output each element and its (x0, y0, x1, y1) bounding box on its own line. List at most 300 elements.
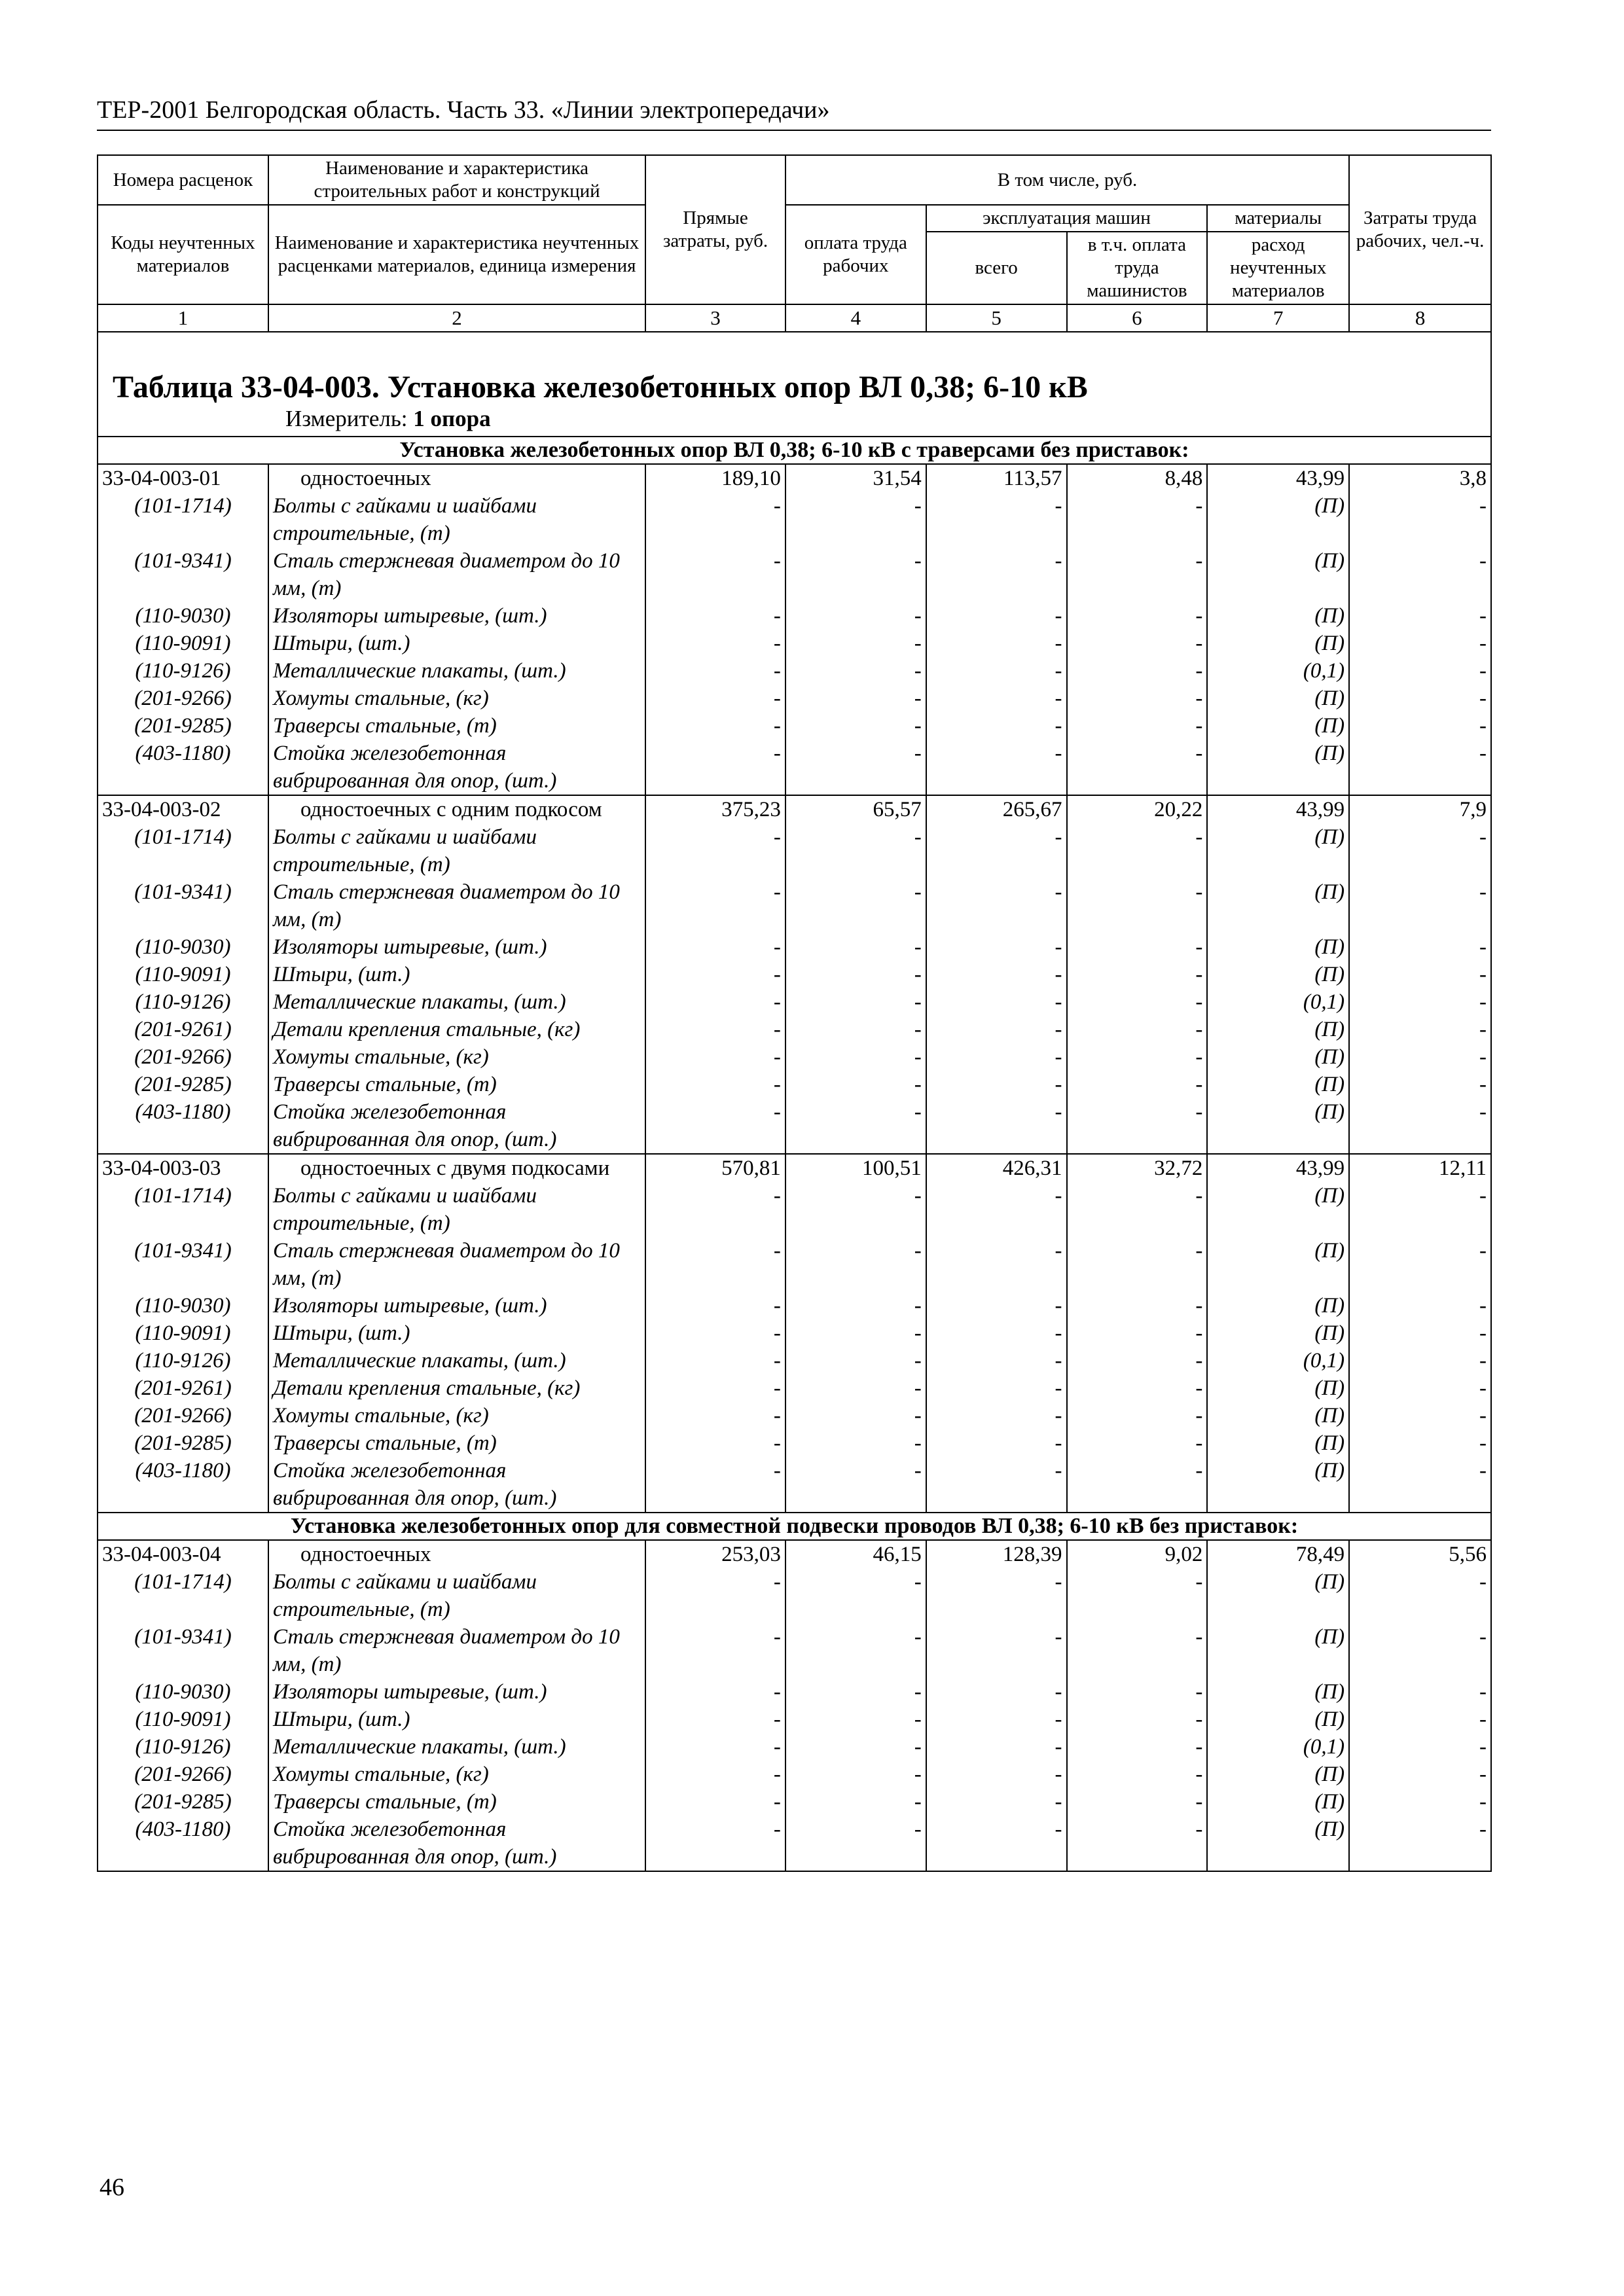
dash-cell: - (1067, 685, 1208, 712)
column-number: 5 (926, 304, 1067, 332)
dash-cell: - (1067, 933, 1208, 961)
dash-cell: - (1349, 1733, 1491, 1761)
material-qty: (П) (1207, 740, 1349, 795)
column-number: 7 (1207, 304, 1349, 332)
material-name: Сталь стержневая диаметром до 10 мм, (т) (268, 878, 645, 933)
dash-cell: - (645, 1788, 785, 1816)
material-row (98, 547, 1491, 602)
dash-cell: - (785, 1182, 926, 1237)
dash-cell: - (1067, 1071, 1208, 1098)
material-row (98, 1788, 1491, 1816)
material-code: (101-1714) (98, 1182, 268, 1237)
rate-value: 7,9 (1349, 795, 1491, 823)
header-including: В том числе, руб. (785, 155, 1349, 205)
dash-cell: - (1349, 740, 1491, 795)
dash-cell: - (926, 1761, 1067, 1788)
material-qty: (0,1) (1207, 657, 1349, 685)
dash-cell: - (785, 630, 926, 657)
rate-value: 5,56 (1349, 1540, 1491, 1568)
material-name: Детали крепления стальные, (кг) (268, 1016, 645, 1043)
header-operator-pay: в т.ч. оплата труда машинистов (1067, 232, 1208, 304)
dash-cell: - (645, 1347, 785, 1374)
material-row (98, 1816, 1491, 1871)
material-name: Сталь стержневая диаметром до 10 мм, (т) (268, 547, 645, 602)
material-qty: (П) (1207, 823, 1349, 878)
rate-value: 43,99 (1207, 1154, 1349, 1182)
dash-cell: - (926, 1237, 1067, 1292)
dash-cell: - (785, 1788, 926, 1816)
dash-cell: - (785, 1733, 926, 1761)
material-name: Хомуты стальные, (кг) (268, 1402, 645, 1429)
dash-cell: - (926, 685, 1067, 712)
material-code: (201-9285) (98, 1788, 268, 1816)
dash-cell: - (1349, 1429, 1491, 1457)
column-number: 4 (785, 304, 926, 332)
meter-label: Измеритель: (285, 406, 408, 431)
material-row (98, 933, 1491, 961)
material-code: (110-9126) (98, 1347, 268, 1374)
dash-cell: - (645, 1623, 785, 1678)
material-qty: (П) (1207, 1788, 1349, 1816)
dash-cell: - (1067, 602, 1208, 630)
material-row (98, 1568, 1491, 1623)
dash-cell: - (1067, 1788, 1208, 1816)
material-code: (201-9285) (98, 1071, 268, 1098)
material-qty: (П) (1207, 602, 1349, 630)
dash-cell: - (1067, 547, 1208, 602)
material-code: (110-9091) (98, 1706, 268, 1733)
dash-cell: - (645, 1237, 785, 1292)
dash-cell: - (1349, 1347, 1491, 1374)
rate-row (98, 1540, 1491, 1568)
dash-cell: - (1349, 1568, 1491, 1623)
rate-value: 32,72 (1067, 1154, 1208, 1182)
dash-cell: - (926, 988, 1067, 1016)
dash-cell: - (1067, 1402, 1208, 1429)
dash-cell: - (785, 1319, 926, 1347)
dash-cell: - (1067, 1292, 1208, 1319)
material-code: (201-9266) (98, 685, 268, 712)
dash-cell: - (1067, 988, 1208, 1016)
dash-cell: - (1067, 1319, 1208, 1347)
material-row (98, 740, 1491, 795)
header-row-2 (98, 205, 1491, 232)
material-qty: (П) (1207, 1374, 1349, 1402)
dash-cell: - (1349, 1678, 1491, 1706)
dash-cell: - (645, 1568, 785, 1623)
material-qty: (П) (1207, 1816, 1349, 1871)
material-code: (110-9030) (98, 1678, 268, 1706)
dash-cell: - (645, 712, 785, 740)
dash-cell: - (1067, 740, 1208, 795)
material-code: (110-9126) (98, 988, 268, 1016)
dash-cell: - (785, 1292, 926, 1319)
dash-cell: - (1349, 1706, 1491, 1733)
material-code: (110-9126) (98, 1733, 268, 1761)
dash-cell: - (926, 1733, 1067, 1761)
dash-cell: - (645, 1761, 785, 1788)
dash-cell: - (785, 1237, 926, 1292)
material-name: Металлические плакаты, (шт.) (268, 1733, 645, 1761)
dash-cell: - (1067, 712, 1208, 740)
material-code: (201-9266) (98, 1402, 268, 1429)
column-number: 6 (1067, 304, 1208, 332)
meter-value: 1 опора (413, 406, 491, 431)
dash-cell: - (926, 1043, 1067, 1071)
material-name: Хомуты стальные, (кг) (268, 685, 645, 712)
material-name: Сталь стержневая диаметром до 10 мм, (т) (268, 1237, 645, 1292)
page-number: 46 (99, 2174, 124, 2201)
dash-cell: - (645, 492, 785, 547)
material-qty: (П) (1207, 878, 1349, 933)
dash-cell: - (1067, 1374, 1208, 1402)
material-row (98, 630, 1491, 657)
material-qty: (П) (1207, 1071, 1349, 1098)
material-code: (101-9341) (98, 1237, 268, 1292)
header-labor-hours: Затраты труда рабочих, чел.-ч. (1349, 155, 1491, 304)
rate-value: 46,15 (785, 1540, 926, 1568)
material-code: (110-9091) (98, 630, 268, 657)
dash-cell: - (1349, 1292, 1491, 1319)
rate-name: одностоечных с двумя подкосами (268, 1154, 645, 1182)
rate-value: 31,54 (785, 464, 926, 492)
dash-cell: - (1349, 547, 1491, 602)
dash-cell: - (645, 1457, 785, 1513)
section-row (98, 1513, 1491, 1540)
material-qty: (П) (1207, 547, 1349, 602)
header-rule (97, 130, 1491, 131)
material-qty: (П) (1207, 1319, 1349, 1347)
dash-cell: - (785, 823, 926, 878)
dash-cell: - (645, 685, 785, 712)
column-number: 2 (268, 304, 645, 332)
material-code: (201-9266) (98, 1043, 268, 1071)
material-code: (110-9091) (98, 1319, 268, 1347)
material-row (98, 988, 1491, 1016)
material-name: Хомуты стальные, (кг) (268, 1043, 645, 1071)
rate-value: 113,57 (926, 464, 1067, 492)
rate-value: 43,99 (1207, 464, 1349, 492)
material-qty: (П) (1207, 1237, 1349, 1292)
dash-cell: - (1067, 630, 1208, 657)
rate-row (98, 464, 1491, 492)
dash-cell: - (1067, 1016, 1208, 1043)
meter-line (113, 404, 1476, 433)
dash-cell: - (785, 1402, 926, 1429)
material-name: Хомуты стальные, (кг) (268, 1761, 645, 1788)
dash-cell: - (785, 1429, 926, 1457)
material-name: Стойка железобетонная вибрированная для опор, (шт.) (268, 1816, 645, 1871)
material-name: Металлические плакаты, (шт.) (268, 657, 645, 685)
dash-cell: - (645, 602, 785, 630)
material-row (98, 657, 1491, 685)
dash-cell: - (1067, 1761, 1208, 1788)
material-row (98, 1678, 1491, 1706)
rate-value: 65,57 (785, 795, 926, 823)
material-name: Изоляторы штыревые, (шт.) (268, 602, 645, 630)
dash-cell: - (1349, 1043, 1491, 1071)
material-qty: (П) (1207, 1706, 1349, 1733)
rate-value: 265,67 (926, 795, 1067, 823)
dash-cell: - (645, 1816, 785, 1871)
header-material-codes: Коды неучтенных материалов (98, 205, 268, 304)
dash-cell: - (926, 492, 1067, 547)
dash-cell: - (1349, 712, 1491, 740)
table-title-cell (98, 332, 1491, 437)
rate-value: 426,31 (926, 1154, 1067, 1182)
material-name: Детали крепления стальные, (кг) (268, 1374, 645, 1402)
dash-cell: - (645, 1098, 785, 1154)
material-row (98, 1292, 1491, 1319)
rate-name: одностоечных (268, 464, 645, 492)
material-qty: (П) (1207, 712, 1349, 740)
rates-table (97, 154, 1492, 1872)
dash-cell: - (645, 933, 785, 961)
header-machines-total: всего (926, 232, 1067, 304)
material-qty: (0,1) (1207, 1733, 1349, 1761)
dash-cell: - (785, 878, 926, 933)
dash-cell: - (1067, 1733, 1208, 1761)
material-row (98, 1623, 1491, 1678)
rate-code: 33-04-003-03 (98, 1154, 268, 1182)
material-code: (403-1180) (98, 1816, 268, 1871)
dash-cell: - (1349, 1761, 1491, 1788)
dash-cell: - (645, 1402, 785, 1429)
material-row (98, 1319, 1491, 1347)
material-name: Штыри, (шт.) (268, 1706, 645, 1733)
material-name: Изоляторы штыревые, (шт.) (268, 1292, 645, 1319)
material-row (98, 1071, 1491, 1098)
dash-cell: - (926, 1816, 1067, 1871)
material-name: Траверсы стальные, (т) (268, 1788, 645, 1816)
dash-cell: - (1349, 492, 1491, 547)
section-row (98, 437, 1491, 464)
header-machines: эксплуатация машин (926, 205, 1208, 232)
dash-cell: - (1349, 685, 1491, 712)
dash-cell: - (645, 878, 785, 933)
rate-value: 43,99 (1207, 795, 1349, 823)
dash-cell: - (645, 630, 785, 657)
dash-cell: - (1067, 1816, 1208, 1871)
dash-cell: - (1349, 1319, 1491, 1347)
rate-value: 375,23 (645, 795, 785, 823)
dash-cell: - (785, 1678, 926, 1706)
dash-cell: - (1067, 492, 1208, 547)
column-number: 1 (98, 304, 268, 332)
material-name: Болты с гайками и шайбами строительные, (т) (268, 1568, 645, 1623)
dash-cell: - (926, 1788, 1067, 1816)
dash-cell: - (1067, 1429, 1208, 1457)
dash-cell: - (645, 1706, 785, 1733)
dash-cell: - (785, 1457, 926, 1513)
material-row (98, 1347, 1491, 1374)
column-number: 3 (645, 304, 785, 332)
dash-cell: - (785, 740, 926, 795)
rate-value: 3,8 (1349, 464, 1491, 492)
dash-cell: - (1349, 823, 1491, 878)
dash-cell: - (1349, 878, 1491, 933)
dash-cell: - (1349, 602, 1491, 630)
material-code: (110-9091) (98, 961, 268, 988)
header-material-name: Наименование и характеристика неучтенных расценками материалов, единица измерения (268, 205, 645, 304)
material-qty: (П) (1207, 933, 1349, 961)
material-qty: (П) (1207, 1098, 1349, 1154)
material-qty: (П) (1207, 961, 1349, 988)
rate-name: одностоечных (268, 1540, 645, 1568)
rate-value: 253,03 (645, 1540, 785, 1568)
dash-cell: - (785, 602, 926, 630)
table-title-row (98, 332, 1491, 437)
material-qty: (0,1) (1207, 988, 1349, 1016)
dash-cell: - (785, 961, 926, 988)
material-qty: (П) (1207, 1292, 1349, 1319)
material-row (98, 961, 1491, 988)
dash-cell: - (926, 1071, 1067, 1098)
dash-cell: - (785, 657, 926, 685)
material-row (98, 1043, 1491, 1071)
dash-cell: - (785, 1347, 926, 1374)
material-code: (201-9285) (98, 1429, 268, 1457)
material-code: (101-9341) (98, 878, 268, 933)
dash-cell: - (926, 961, 1067, 988)
dash-cell: - (926, 1678, 1067, 1706)
dash-cell: - (645, 740, 785, 795)
rate-value: 570,81 (645, 1154, 785, 1182)
section-title: Установка железобетонных опор ВЛ 0,38; 6-10 кВ с траверсами без приставок: (98, 437, 1491, 464)
dash-cell: - (926, 1429, 1067, 1457)
dash-cell: - (926, 1347, 1067, 1374)
dash-cell: - (1349, 1182, 1491, 1237)
dash-cell: - (1349, 933, 1491, 961)
material-row (98, 1374, 1491, 1402)
dash-cell: - (1067, 1237, 1208, 1292)
dash-cell: - (926, 1402, 1067, 1429)
material-code: (201-9285) (98, 712, 268, 740)
dash-cell: - (926, 1457, 1067, 1513)
material-name: Стойка железобетонная вибрированная для опор, (шт.) (268, 740, 645, 795)
dash-cell: - (785, 1568, 926, 1623)
material-name: Сталь стержневая диаметром до 10 мм, (т) (268, 1623, 645, 1678)
dash-cell: - (926, 1706, 1067, 1733)
dash-cell: - (1349, 1788, 1491, 1816)
dash-cell: - (1349, 630, 1491, 657)
material-name: Стойка железобетонная вибрированная для опор, (шт.) (268, 1457, 645, 1513)
material-row (98, 1706, 1491, 1733)
dash-cell: - (926, 1623, 1067, 1678)
dash-cell: - (785, 1623, 926, 1678)
material-name: Болты с гайками и шайбами строительные, (т) (268, 492, 645, 547)
dash-cell: - (785, 1016, 926, 1043)
material-qty: (П) (1207, 1623, 1349, 1678)
rate-row (98, 1154, 1491, 1182)
material-row (98, 1761, 1491, 1788)
dash-cell: - (785, 1816, 926, 1871)
dash-cell: - (926, 740, 1067, 795)
material-qty: (П) (1207, 492, 1349, 547)
rate-value: 189,10 (645, 464, 785, 492)
dash-cell: - (926, 1292, 1067, 1319)
material-code: (403-1180) (98, 1098, 268, 1154)
material-row (98, 878, 1491, 933)
rate-code: 33-04-003-02 (98, 795, 268, 823)
dash-cell: - (1067, 1043, 1208, 1071)
running-header: ТЕР-2001 Белгородская область. Часть 33. «Линии электропередачи» (97, 96, 830, 124)
dash-cell: - (645, 1016, 785, 1043)
header-rate-numbers: Номера расценок (98, 155, 268, 205)
dash-cell: - (926, 1568, 1067, 1623)
dash-cell: - (1349, 1098, 1491, 1154)
dash-cell: - (645, 961, 785, 988)
dash-cell: - (1349, 1816, 1491, 1871)
dash-cell: - (785, 547, 926, 602)
dash-cell: - (1067, 1706, 1208, 1733)
material-code: (101-9341) (98, 547, 268, 602)
dash-cell: - (645, 1071, 785, 1098)
rate-value: 9,02 (1067, 1540, 1208, 1568)
material-qty: (П) (1207, 630, 1349, 657)
dash-cell: - (785, 1071, 926, 1098)
material-name: Штыри, (шт.) (268, 961, 645, 988)
material-qty: (П) (1207, 1182, 1349, 1237)
material-qty: (П) (1207, 1678, 1349, 1706)
dash-cell: - (645, 1429, 785, 1457)
dash-cell: - (645, 657, 785, 685)
dash-cell: - (1349, 1374, 1491, 1402)
dash-cell: - (926, 657, 1067, 685)
material-row (98, 1457, 1491, 1513)
dash-cell: - (1067, 1623, 1208, 1678)
material-code: (110-9030) (98, 602, 268, 630)
rate-value: 128,39 (926, 1540, 1067, 1568)
column-number: 8 (1349, 304, 1491, 332)
material-qty: (П) (1207, 1457, 1349, 1513)
dash-cell: - (926, 1319, 1067, 1347)
dash-cell: - (926, 1182, 1067, 1237)
rate-value: 100,51 (785, 1154, 926, 1182)
dash-cell: - (645, 1733, 785, 1761)
material-name: Штыри, (шт.) (268, 630, 645, 657)
dash-cell: - (785, 1706, 926, 1733)
material-qty: (П) (1207, 1429, 1349, 1457)
material-row (98, 1182, 1491, 1237)
material-qty: (П) (1207, 685, 1349, 712)
material-name: Изоляторы штыревые, (шт.) (268, 933, 645, 961)
dash-cell: - (926, 1374, 1067, 1402)
dash-cell: - (926, 547, 1067, 602)
dash-cell: - (1067, 1457, 1208, 1513)
dash-cell: - (1349, 1071, 1491, 1098)
material-code: (101-9341) (98, 1623, 268, 1678)
material-name: Болты с гайками и шайбами строительные, (т) (268, 1182, 645, 1237)
rate-name: одностоечных с одним подкосом (268, 795, 645, 823)
rate-row (98, 795, 1491, 823)
dash-cell: - (1067, 823, 1208, 878)
header-materials: материалы (1207, 205, 1349, 232)
dash-cell: - (785, 1761, 926, 1788)
material-code: (101-1714) (98, 1568, 268, 1623)
material-name: Металлические плакаты, (шт.) (268, 988, 645, 1016)
dash-cell: - (785, 712, 926, 740)
section-title: Установка железобетонных опор для совместной подвески проводов ВЛ 0,38; 6-10 кВ без приставок: (98, 1513, 1491, 1540)
dash-cell: - (785, 1043, 926, 1071)
rate-code: 33-04-003-04 (98, 1540, 268, 1568)
dash-cell: - (645, 1182, 785, 1237)
material-name: Стойка железобетонная вибрированная для опор, (шт.) (268, 1098, 645, 1154)
material-code: (201-9261) (98, 1374, 268, 1402)
dash-cell: - (926, 933, 1067, 961)
material-row (98, 1402, 1491, 1429)
header-worker-pay: оплата труда рабочих (785, 205, 926, 304)
